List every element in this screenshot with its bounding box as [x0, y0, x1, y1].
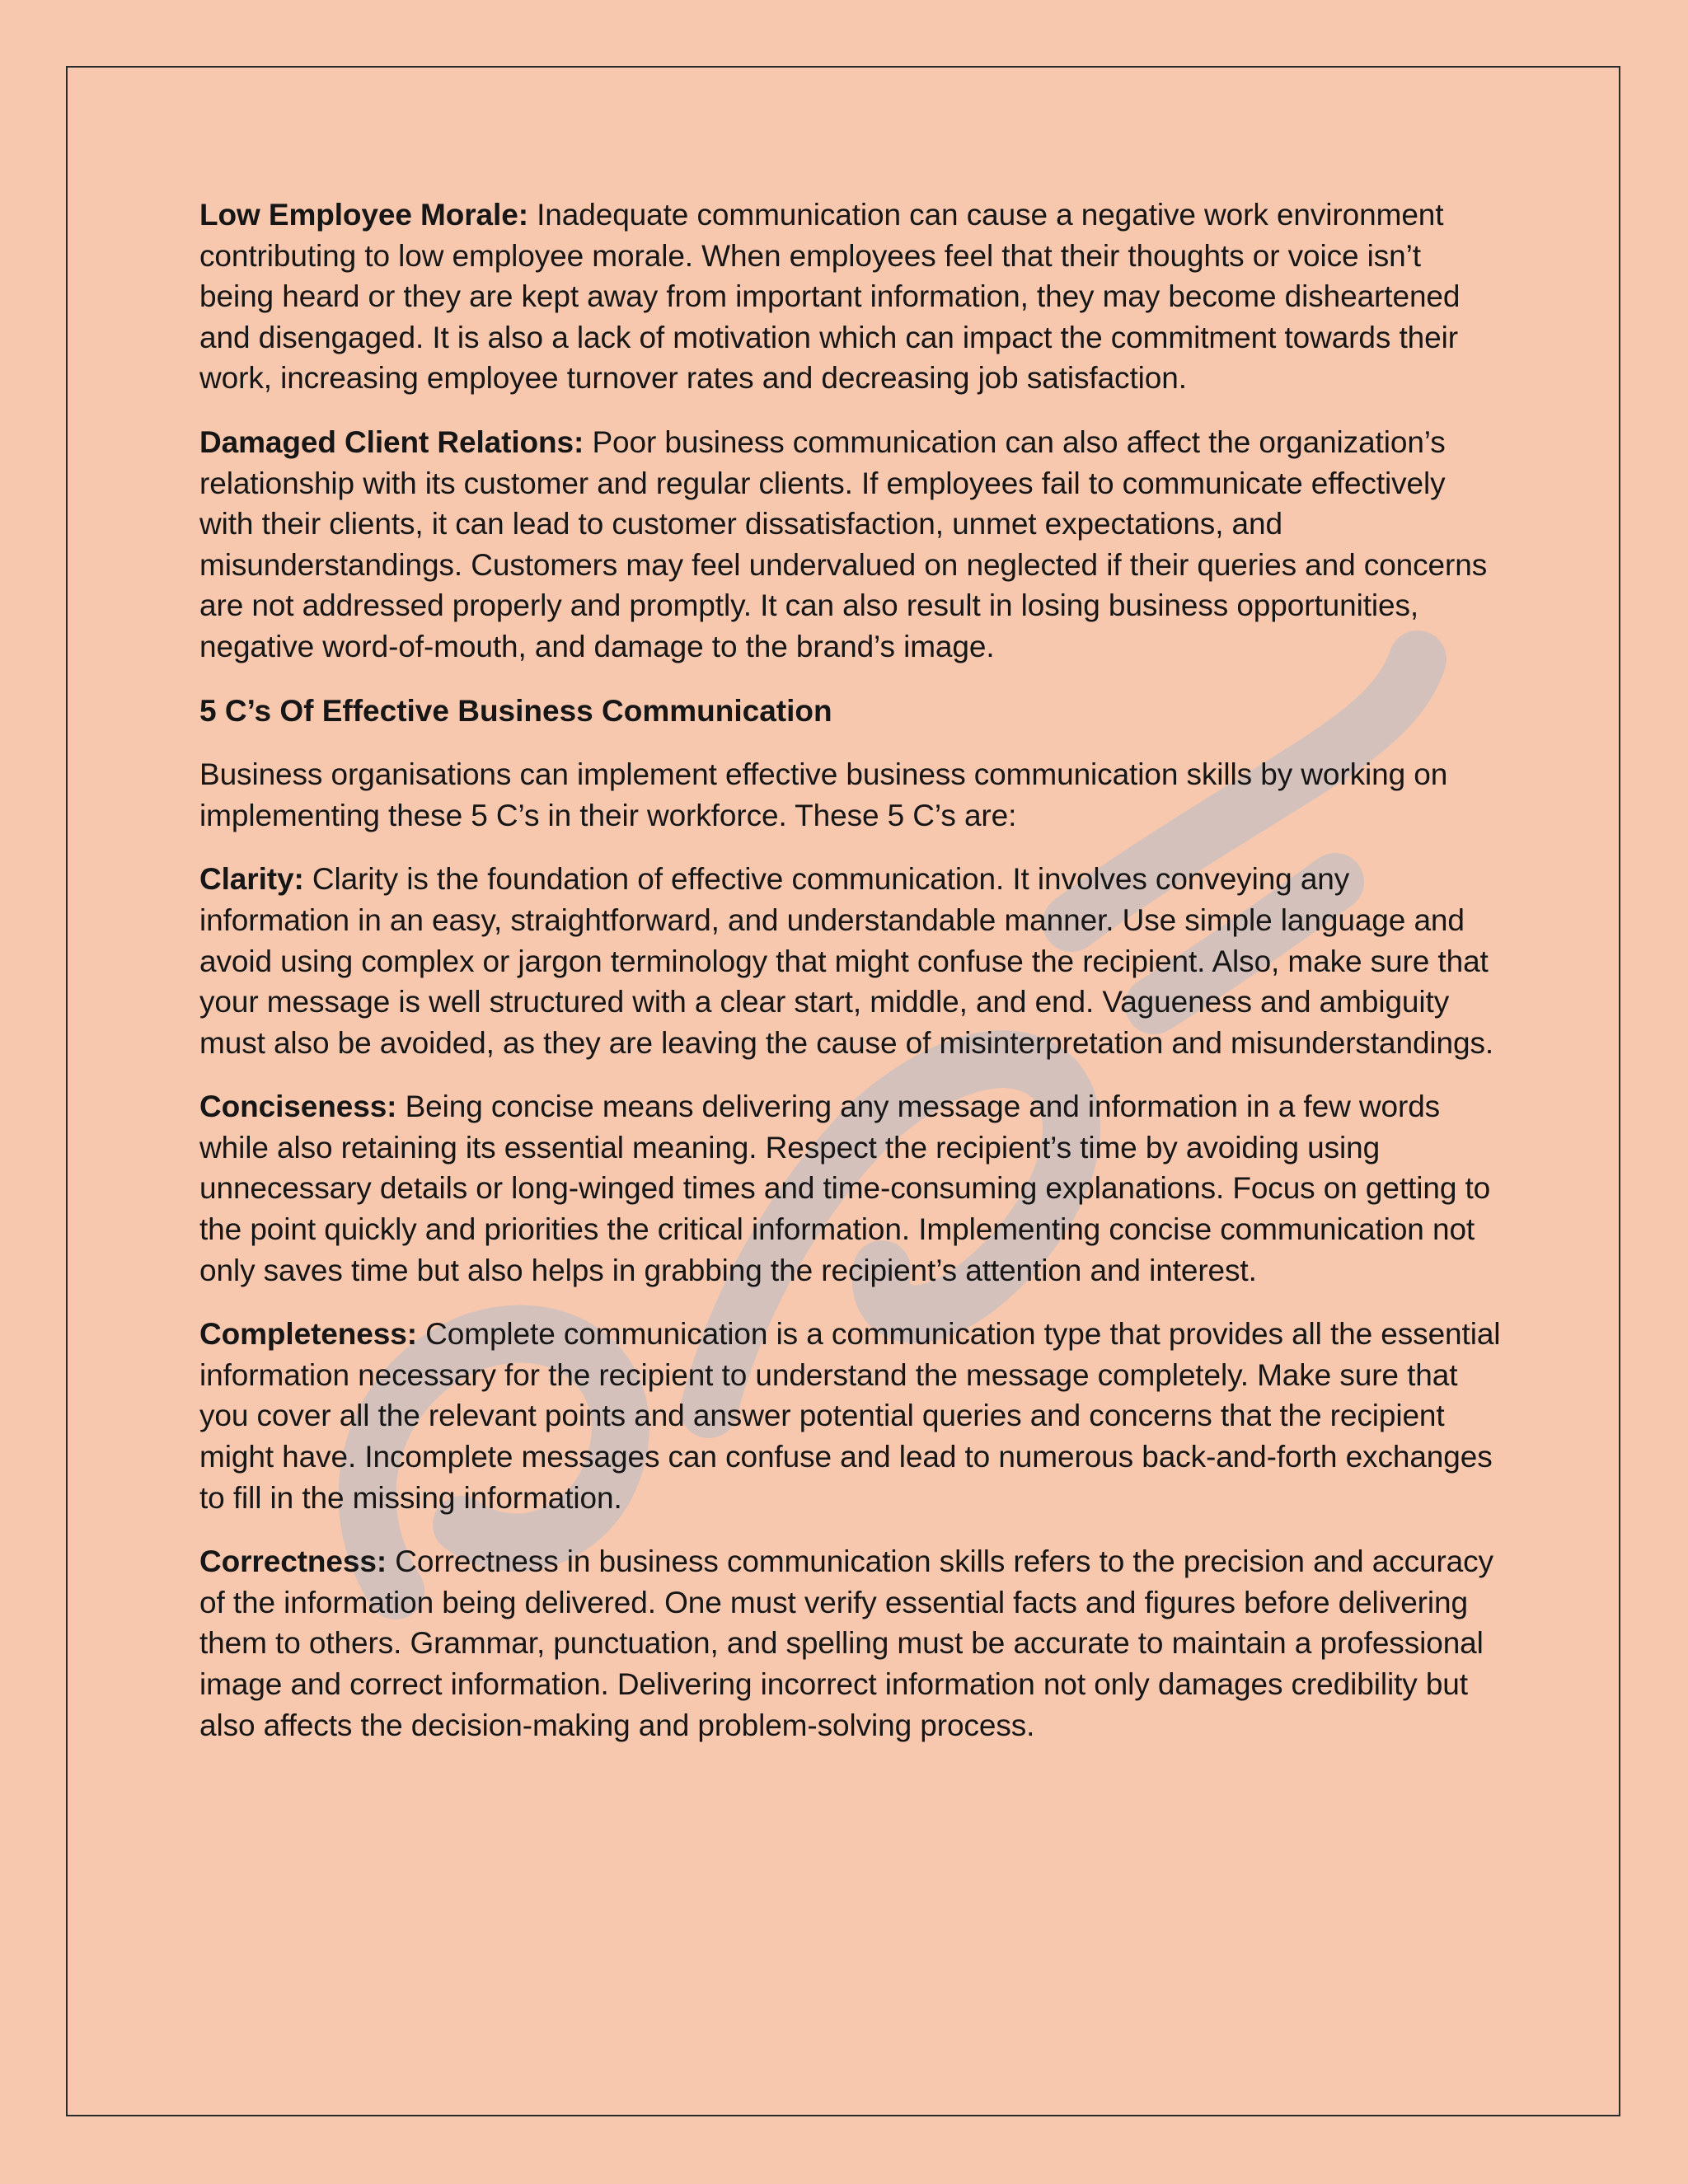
paragraph	[199, 1086, 1502, 1291]
paragraph-text: Inadequate communication can cause a negative work environment contributing to low employee morale. When employees feel that their thoughts or voice isn’t being heard or they are kept away from important information, they may become disheartened and disengaged. It is also a lack of motivation which can impact the commitment towards their work, increasing employee turnover rates and decreasing job satisfaction.	[199, 198, 1461, 396]
paragraph-term: Conciseness:	[199, 1090, 397, 1124]
paragraph-term: Clarity:	[199, 862, 304, 897]
paragraph	[199, 754, 1502, 836]
section-heading: 5 C’s Of Effective Business Communication	[199, 693, 832, 728]
document-body	[199, 194, 1502, 1769]
paragraph-term: Damaged Client Relations:	[199, 424, 584, 459]
paragraph-term: Low Employee Morale:	[199, 198, 528, 232]
paragraph-term: Completeness:	[199, 1317, 417, 1352]
paragraph-text: Being concise means delivering any message and information in a few words while also retaining its essential meaning. Respect the recipient’s time by avoiding using unnecessary details or long-winged times and time-consuming explanations. Focus on getting to the point quickly and priorities the critical information. Implementing concise communication not only saves time but also helps in grabbing the recipient’s attention and interest.	[199, 1090, 1491, 1287]
paragraph-text: Business organisations can implement effective business communication skills by working on implementing these 5 C’s in their workforce. These 5 C’s are:	[199, 757, 1448, 832]
paragraph-text: Clarity is the foundation of effective communication. It involves conveying any information in an easy, straightforward, and understandable manner. Use simple language and avoid using complex or jargon terminology that might confuse the recipient. Also, make sure that your message is well structured with a clear start, middle, and end. Vagueness and ambiguity must also be avoided, as they are leaving the cause of misinterpretation and misunderstandings.	[199, 862, 1494, 1060]
paragraph	[199, 1314, 1502, 1518]
paragraph-term: Correctness:	[199, 1544, 387, 1579]
paragraph	[199, 859, 1502, 1063]
paragraph	[199, 422, 1502, 668]
paragraph-text: Complete communication is a communication type that provides all the essential information necessary for the recipient to understand the message completely. Make sure that you cover all the relevant points and answer potential queries and concerns that the recipient might have. Incomplete messages can confuse and lead to numerous back-and-forth exchanges to fill in the missing information.	[199, 1317, 1501, 1515]
paragraph	[199, 1541, 1502, 1746]
paragraph-text: Poor business communication can also affect the organization’s relationship with its customer and regular clients. If employees fail to communicate effectively with their clients, it can lead to customer dissatisfaction, unmet expectations, and misunderstandings. Customers may feel undervalued on neglected if their queries and concerns are not addressed properly and promptly. It can also result in losing business opportunities, negative word-of-mouth, and damage to the brand’s image.	[199, 424, 1488, 663]
paragraph	[199, 194, 1502, 399]
paragraph-text: Correctness in business communication skills refers to the precision and accuracy of the information being delivered. One must verify essential facts and figures before delivering them to others. Grammar, punctuation, and spelling must be accurate to maintain a professional image and correct information. Delivering incorrect information not only damages credibility but also affects the decision-making and problem-solving process.	[199, 1544, 1493, 1742]
